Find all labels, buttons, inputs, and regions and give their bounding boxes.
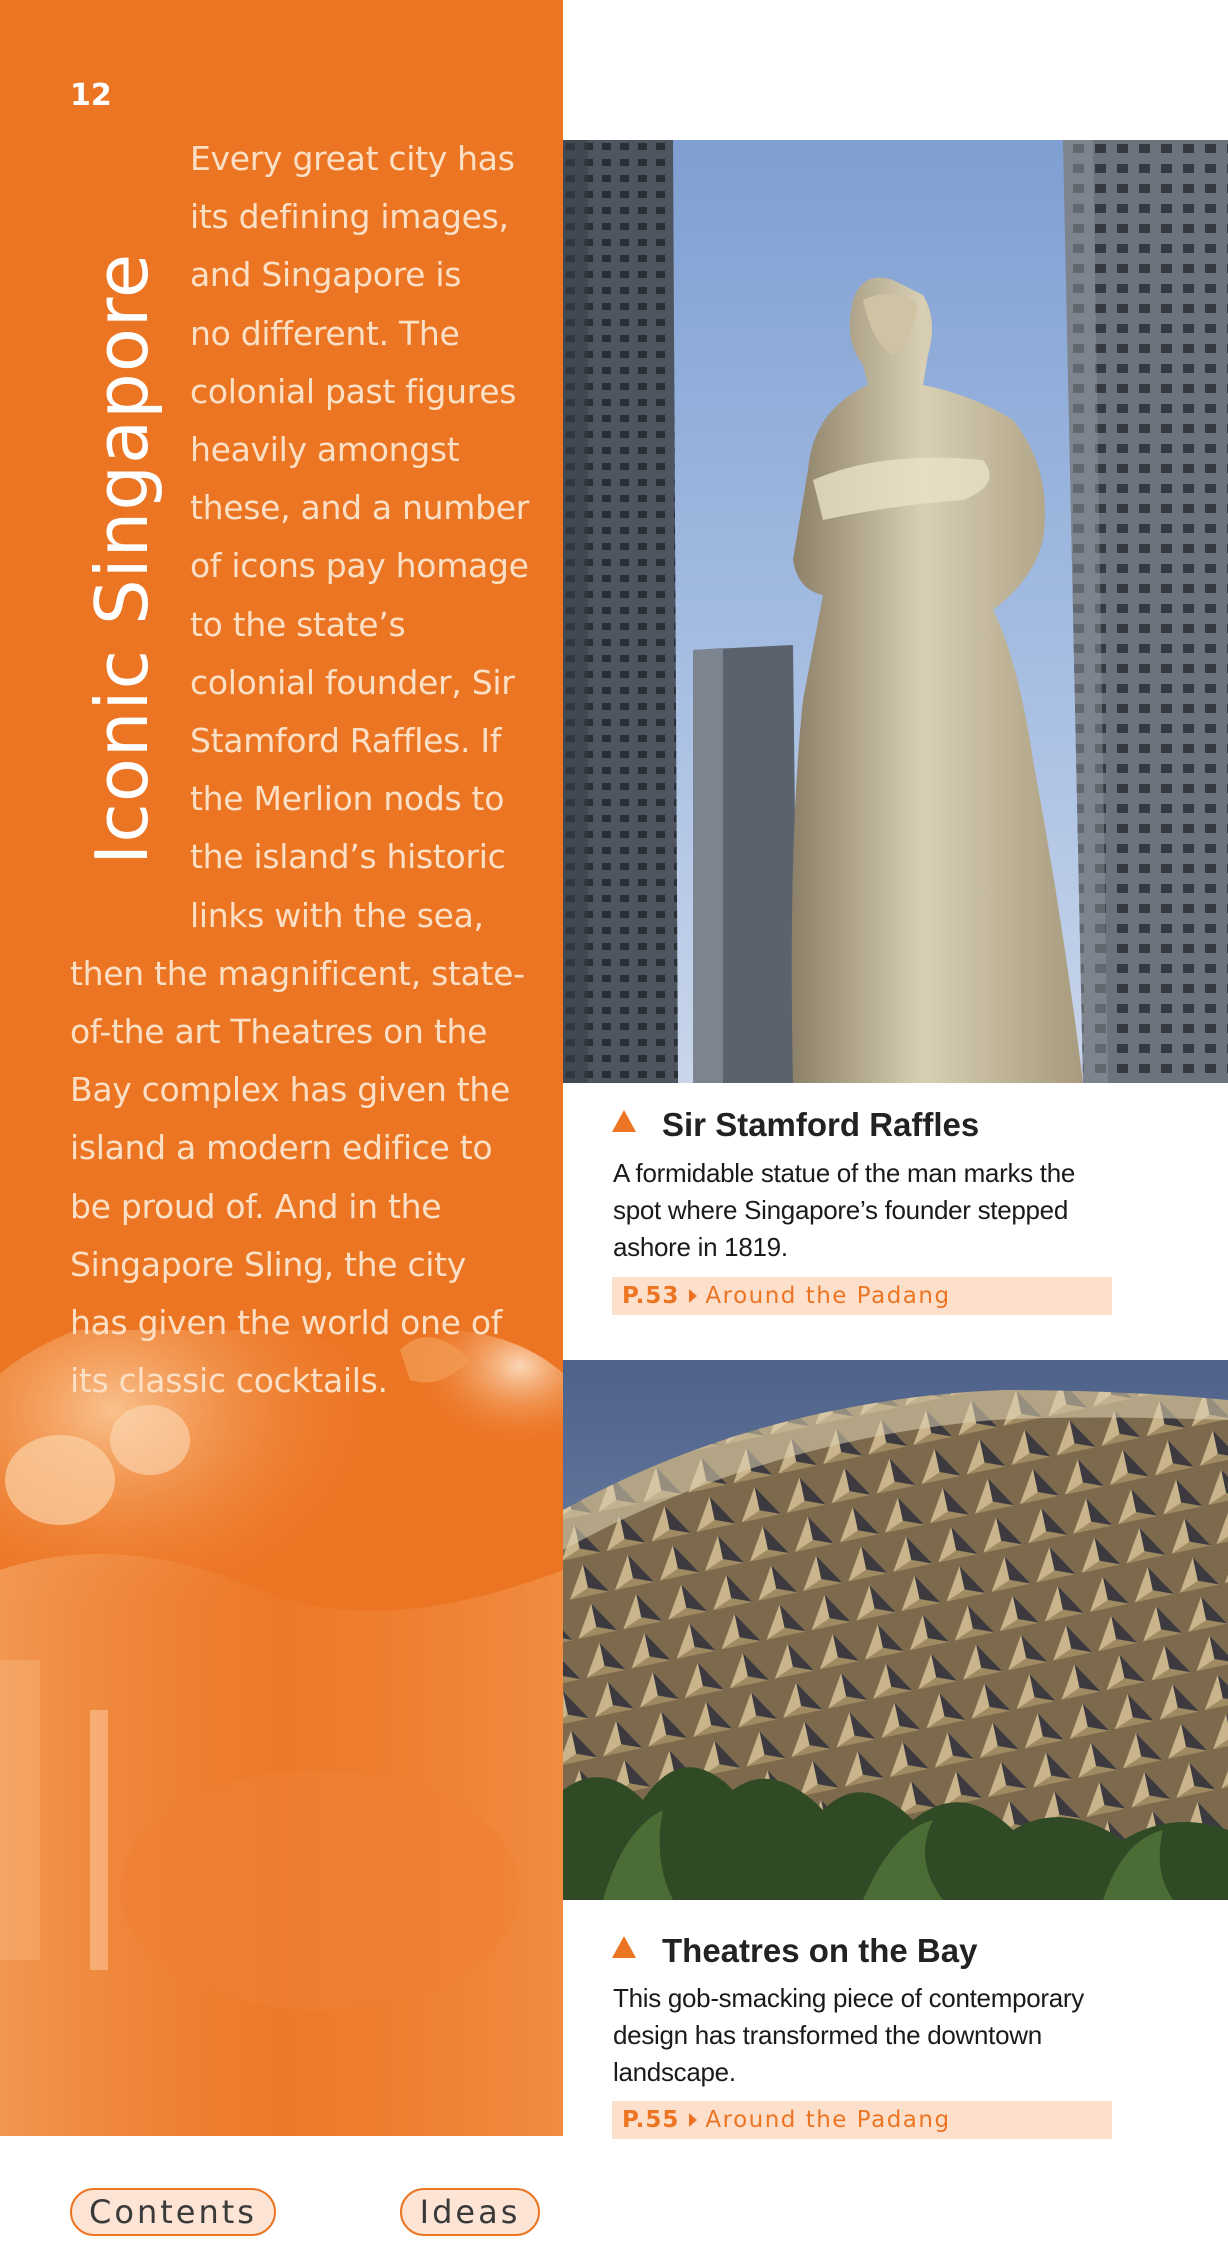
intro-line: has given the world one of <box>70 1303 503 1342</box>
intro-line: the island’s historic <box>190 837 506 876</box>
page-ref-number: P.55 <box>622 2107 680 2133</box>
intro-line: colonial past figures <box>190 372 517 411</box>
raffles-caption-text <box>613 1155 1133 1266</box>
caption-line: landscape. <box>613 2057 736 2087</box>
theatres-page-link[interactable] <box>612 2101 1112 2139</box>
caption-line: ashore in 1819. <box>613 1232 788 1262</box>
intro-line: heavily amongst <box>190 430 460 469</box>
theatres-caption-title <box>612 1932 977 1970</box>
intro-line: Bay complex has given the <box>70 1070 511 1109</box>
triangle-right-icon <box>689 1289 697 1303</box>
caption-line: This gob-smacking piece of contemporary <box>613 1983 1084 2013</box>
caption-line: design has transformed the downtown <box>613 2020 1042 2050</box>
section-title: Iconic Singapore <box>80 252 164 865</box>
contents-button[interactable]: Contents <box>70 2188 276 2236</box>
intro-line: its classic cocktails. <box>70 1361 388 1400</box>
triangle-up-icon <box>612 1110 636 1132</box>
intro-line: the Merlion nods to <box>190 779 505 818</box>
cocktail-background-image <box>0 1330 563 2136</box>
intro-line: island a modern edifice to <box>70 1128 493 1167</box>
ideas-button[interactable]: Ideas <box>400 2188 540 2236</box>
page-ref-label: Around the Padang <box>705 1283 951 1309</box>
intro-line: of icons pay homage <box>190 546 529 585</box>
triangle-up-icon <box>612 1936 636 1958</box>
caption-line: A formidable statue of the man marks the <box>613 1158 1076 1188</box>
raffles-title-text: Sir Stamford Raffles <box>662 1106 980 1143</box>
raffles-caption-title <box>612 1106 979 1144</box>
intro-line: Every great city has <box>190 139 515 178</box>
intro-line: links with the sea, <box>190 896 484 935</box>
intro-line: no different. The <box>190 314 460 353</box>
caption-line: spot where Singapore’s founder stepped <box>613 1195 1069 1225</box>
intro-line: then the magnificent, state- <box>70 954 525 993</box>
intro-line: its defining images, <box>190 197 509 236</box>
intro-text <box>0 130 563 1430</box>
intro-line: colonial founder, Sir <box>190 663 515 702</box>
theatres-title-text: Theatres on the Bay <box>662 1932 978 1969</box>
raffles-statue-illustration <box>563 140 1228 1083</box>
intro-line: Stamford Raffles. If <box>190 721 502 760</box>
intro-line: Singapore Sling, the city <box>70 1245 467 1284</box>
theatres-on-the-bay-photo <box>563 1360 1228 1900</box>
theatres-illustration <box>563 1360 1228 1900</box>
intro-line: these, and a number <box>190 488 530 527</box>
page-ref-number: P.53 <box>622 1283 680 1309</box>
page-ref-label: Around the Padang <box>705 2107 951 2133</box>
intro-line: and Singapore is <box>190 255 462 294</box>
raffles-page-link[interactable] <box>612 1277 1112 1315</box>
triangle-right-icon <box>689 2113 697 2127</box>
page-number: 12 <box>70 78 112 113</box>
intro-line: be proud of. And in the <box>70 1187 442 1226</box>
intro-line: to the state’s <box>190 605 406 644</box>
theatres-caption-text <box>613 1980 1133 2091</box>
left-orange-panel <box>0 0 563 2136</box>
intro-line: of-the art Theatres on the <box>70 1012 488 1051</box>
raffles-statue-photo <box>563 140 1228 1083</box>
